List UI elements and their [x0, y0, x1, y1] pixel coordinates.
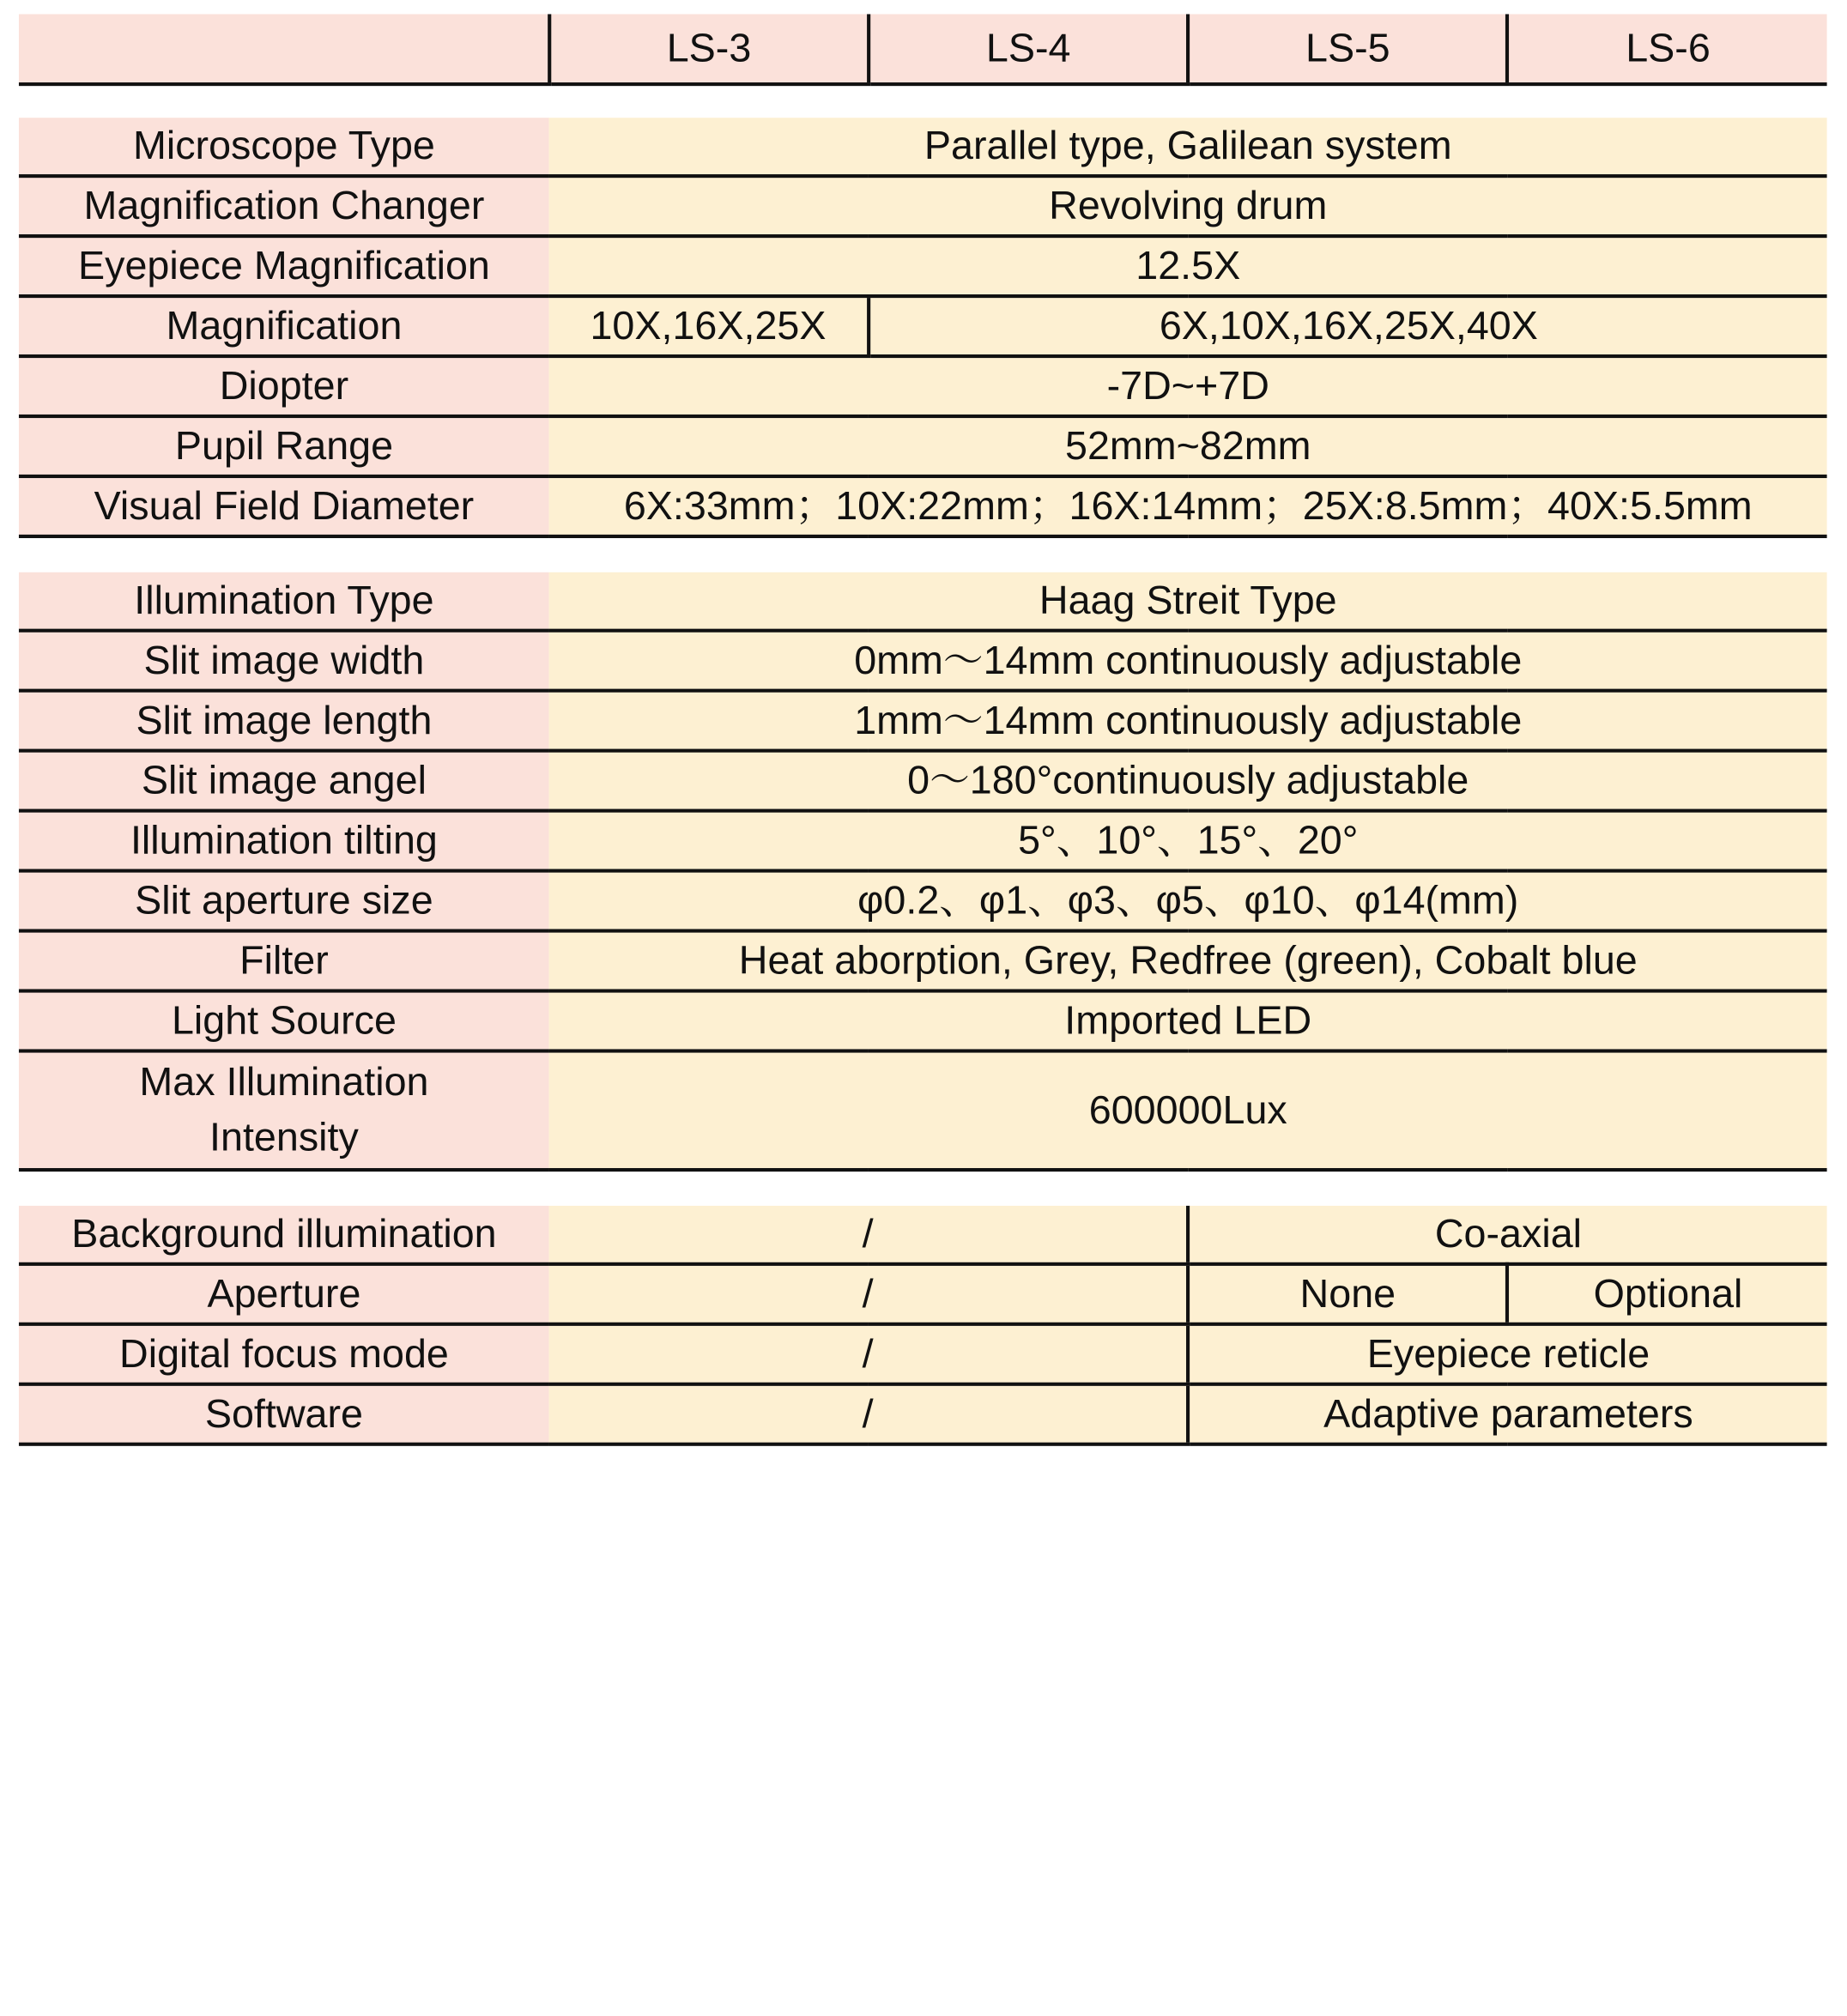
row-label-line-1: Max Illumination: [139, 1059, 429, 1105]
row-label: Illumination Type: [19, 572, 549, 631]
spec-row-background-illumination: [19, 1206, 1827, 1264]
model-header-table: [19, 14, 1827, 86]
row-value: 0～180°continuously adjustable: [549, 751, 1827, 811]
row-label: Eyepiece Magnification: [19, 236, 549, 296]
row-value: Heat aborption, Grey, Redfree (green), Cobalt blue: [549, 931, 1827, 991]
row-value: Haag Streit Type: [549, 572, 1827, 631]
spec-row-illumination-type: [19, 572, 1827, 631]
row-label: Background illumination: [19, 1206, 549, 1264]
model-ls4: LS-4: [869, 14, 1188, 84]
row-label: Microscope Type: [19, 118, 549, 176]
row-label: Magnification Changer: [19, 176, 549, 236]
row-label: Illumination tilting: [19, 811, 549, 871]
spec-row-software: [19, 1384, 1827, 1444]
spec-row-filter: [19, 931, 1827, 991]
row-label: Digital focus mode: [19, 1324, 549, 1384]
spec-row-diopter: [19, 356, 1827, 416]
row-label: Software: [19, 1384, 549, 1444]
row-value: 6X:33mm；10X:22mm；16X:14mm；25X:8.5mm；40X:5.5mm: [549, 476, 1827, 536]
row-value: -7D~+7D: [549, 356, 1827, 416]
row-value: 600000Lux: [549, 1051, 1827, 1171]
row-label: Slit image angel: [19, 751, 549, 811]
spec-row-slit-width: [19, 631, 1827, 691]
row-value: 1mm～14mm continuously adjustable: [549, 691, 1827, 751]
spec-row-aperture: [19, 1264, 1827, 1324]
header-row: [19, 14, 1827, 84]
row-value: Parallel type, Galilean system: [549, 118, 1827, 176]
row-label: Light Source: [19, 991, 549, 1051]
row-value: Revolving drum: [549, 176, 1827, 236]
row-value-ls3-ls4: /: [549, 1206, 1188, 1264]
spec-row-slit-length: [19, 691, 1827, 751]
row-label: Slit image width: [19, 631, 549, 691]
microscope-spec-table: [19, 118, 1827, 538]
row-label: Aperture: [19, 1264, 549, 1324]
row-value-ls3: 10X,16X,25X: [549, 296, 869, 356]
row-value: 0mm～14mm continuously adjustable: [549, 631, 1827, 691]
model-ls6: LS-6: [1507, 14, 1826, 84]
row-label: Filter: [19, 931, 549, 991]
row-value: 12.5X: [549, 236, 1827, 296]
row-value: Imported LED: [549, 991, 1827, 1051]
row-value: φ0.2、φ1、φ3、φ5、φ10、φ14(mm): [549, 871, 1827, 931]
spec-row-light-source: [19, 991, 1827, 1051]
row-label: Pupil Range: [19, 416, 549, 476]
spec-row-slit-angle: [19, 751, 1827, 811]
spec-row-slit-aperture-size: [19, 871, 1827, 931]
illumination-spec-table: [19, 572, 1827, 1171]
row-label: Slit aperture size: [19, 871, 549, 931]
spec-row-illumination-tilting: [19, 811, 1827, 871]
spec-row-pupil-range: [19, 416, 1827, 476]
row-value-ls6: Optional: [1507, 1264, 1826, 1324]
spec-row-eyepiece-magnification: [19, 236, 1827, 296]
row-label: Magnification: [19, 296, 549, 356]
row-label: Visual Field Diameter: [19, 476, 549, 536]
row-label: Slit image length: [19, 691, 549, 751]
row-label: Diopter: [19, 356, 549, 416]
row-value-ls3-ls4: /: [549, 1324, 1188, 1384]
row-label: [19, 1051, 549, 1171]
header-empty-cell: [19, 14, 549, 84]
row-value-ls5: None: [1188, 1264, 1507, 1324]
row-value-ls5-ls6: Eyepiece reticle: [1188, 1324, 1826, 1384]
model-ls3: LS-3: [549, 14, 869, 84]
spec-row-magnification: [19, 296, 1827, 356]
row-value-ls4-ls6: 6X,10X,16X,25X,40X: [869, 296, 1827, 356]
extras-spec-table: [19, 1206, 1827, 1446]
row-value: 52mm~82mm: [549, 416, 1827, 476]
row-value-ls5-ls6: Adaptive parameters: [1188, 1384, 1826, 1444]
spec-row-max-illumination-intensity: [19, 1051, 1827, 1171]
spec-row-visual-field-diameter: [19, 476, 1827, 536]
spec-row-digital-focus-mode: [19, 1324, 1827, 1384]
row-value-ls5-ls6: Co-axial: [1188, 1206, 1826, 1264]
row-value-ls3-ls4: /: [549, 1264, 1188, 1324]
row-label-line-2: Intensity: [209, 1115, 359, 1160]
model-ls5: LS-5: [1188, 14, 1507, 84]
row-value: 5°、10°、15°、20°: [549, 811, 1827, 871]
spec-row-magnification-changer: [19, 176, 1827, 236]
spec-row-microscope-type: [19, 118, 1827, 176]
row-value-ls3-ls4: /: [549, 1384, 1188, 1444]
